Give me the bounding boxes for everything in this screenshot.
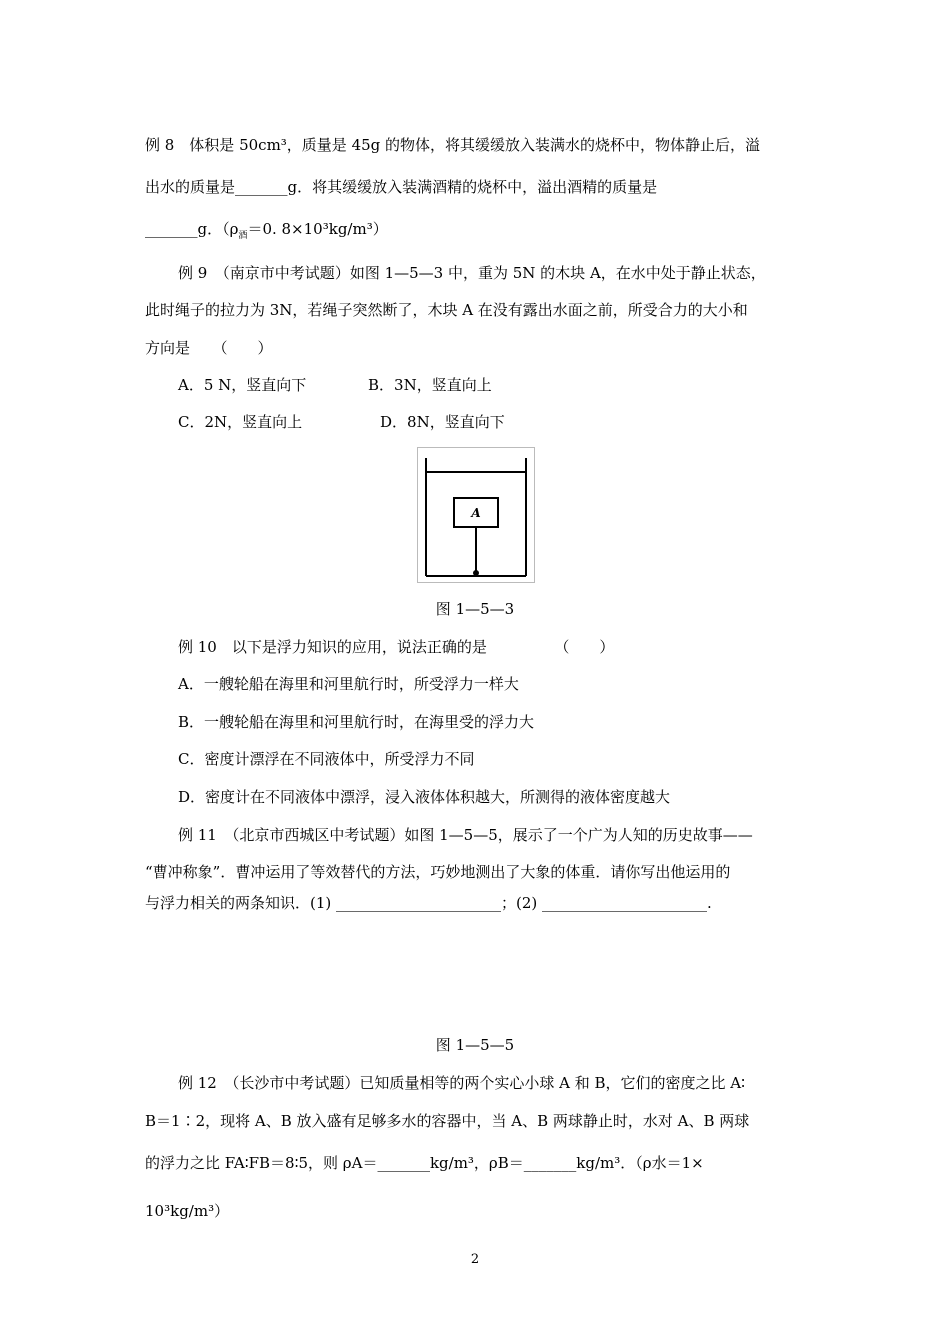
ex8-line2: 出水的质量是_______g．将其缓缓放入装满酒精的烧杯中，溢出酒精的质量是: [145, 178, 658, 196]
ex8-rho-sub: 酒: [238, 231, 248, 241]
ex12-line4: 10³kg/m³）: [145, 1202, 230, 1220]
ex9-option-b: B．3N，竖直向上: [368, 376, 492, 394]
ex12-line3: 的浮力之比 FA∶FB＝8∶5，则 ρA＝_______kg/m³，ρB＝_______kg/m³．（ρ水＝1×: [145, 1154, 704, 1172]
figure-1-5-5-caption: 图 1—5—5: [435, 1036, 515, 1054]
ex11-line1: 例 11 （北京市西城区中考试题）如图 1—5—5，展示了一个广为人知的历史故事——: [178, 826, 753, 844]
ex10-option-a: A．一艘轮船在海里和河里航行时，所受浮力一样大: [178, 675, 519, 693]
ex10-option-d: D．密度计在不同液体中漂浮，浸入液体体积越大，所测得的液体密度越大: [178, 788, 671, 806]
ex8-line1: 例 8 体积是 50cm³，质量是 45g 的物体，将其缓缓放入装满水的烧杯中，物体静止后，溢: [145, 136, 761, 154]
ex8-line3: [145, 218, 388, 241]
page-number: 2: [470, 1252, 480, 1267]
ex9-option-a: A．5 N，竖直向下: [178, 376, 307, 394]
ex10-option-c: C．密度计漂浮在不同液体中，所受浮力不同: [178, 750, 475, 768]
ex12-line2: B＝1∶2，现将 A、B 放入盛有足够多水的容器中，当 A、B 两球静止时，水对 A、B 两球: [145, 1112, 750, 1130]
ex9-line3: 方向是 （ ）: [145, 339, 273, 357]
ex8-line3-b: ＝0. 8×10³kg/m³）: [247, 220, 388, 238]
ex11-line2: “曹冲称象”．曹冲运用了等效替代的方法，巧妙地测出了大象的体重．请你写出他运用的: [145, 863, 731, 881]
ex12-line1: 例 12 （长沙市中考试题）已知质量相等的两个实心小球 A 和 B，它们的密度之比 A∶: [178, 1074, 746, 1092]
ex10-line1: 例 10 以下是浮力知识的应用，说法正确的是 （ ）: [178, 638, 615, 656]
ex9-line2: 此时绳子的拉力为 3N，若绳子突然断了，木块 A 在没有露出水面之前，所受合力的大小和: [145, 301, 748, 319]
ex9-option-d: D．8N，竖直向下: [380, 413, 505, 431]
ex8-line3-a: _______g．（ρ: [145, 220, 239, 238]
ex9-line1: 例 9 （南京市中考试题）如图 1—5—3 中，重为 5N 的木块 A，在水中处于静止状态，: [178, 264, 766, 282]
block-label: A: [471, 506, 481, 520]
ex10-option-b: B．一艘轮船在海里和河里航行时，在海里受的浮力大: [178, 713, 535, 731]
figure-1-5-3-caption: 图 1—5—3: [435, 600, 515, 618]
ex9-option-c: C．2N，竖直向上: [178, 413, 303, 431]
beaker-diagram: [418, 448, 534, 582]
figure-1-5-3: [417, 447, 535, 583]
ex11-line3: 与浮力相关的两条知识．(1) ______________________；(2) ______________________.: [145, 894, 712, 912]
rope-anchor: [473, 570, 479, 576]
